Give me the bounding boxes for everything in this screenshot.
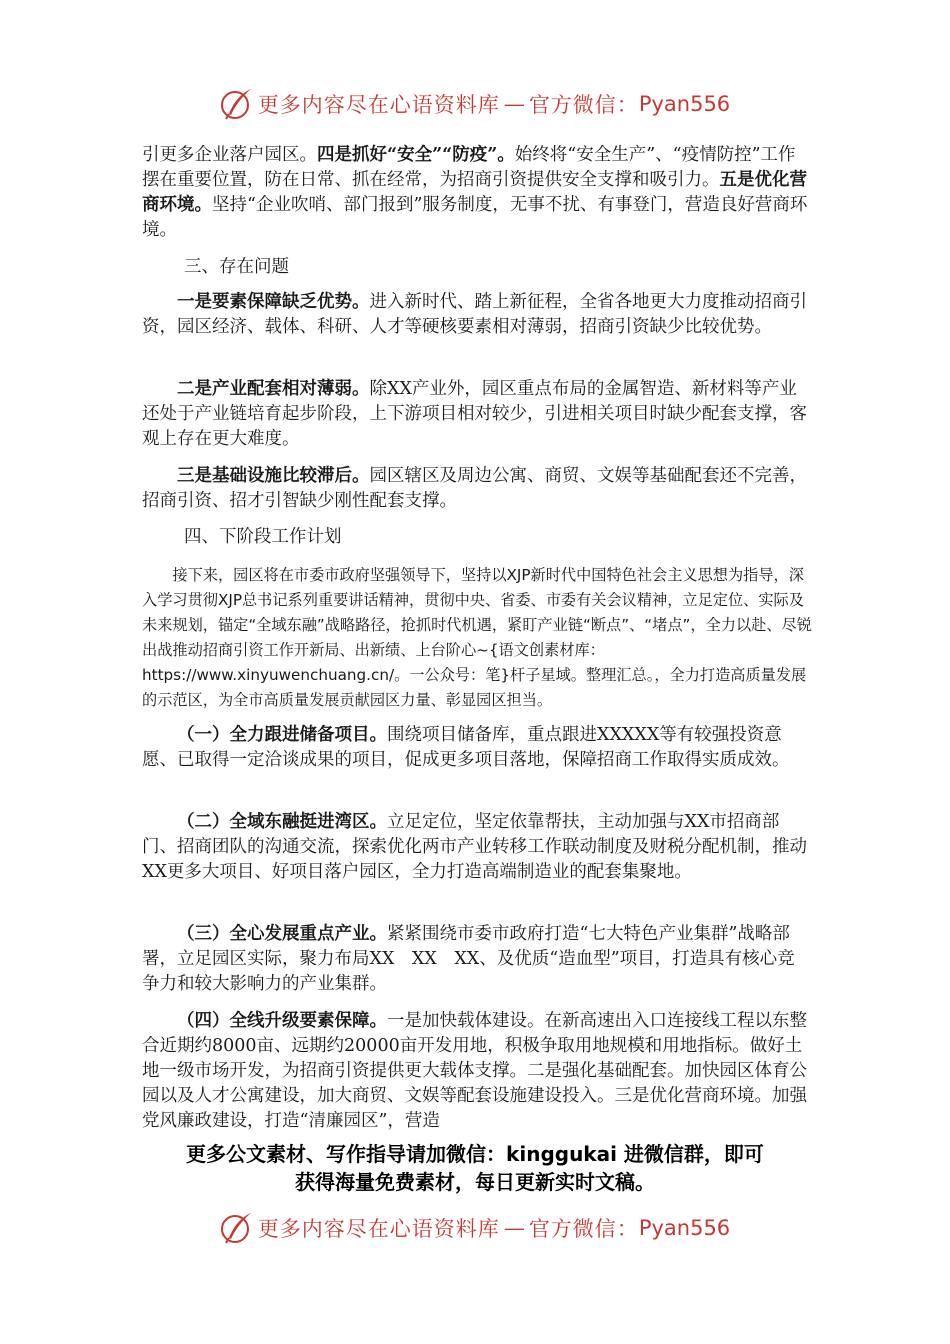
text: 坚持“企业吹哨、部门报到”服务制度，无事不扰、有事登门，营造良好营商环境。 bbox=[142, 195, 808, 240]
bold-lead: 一是要素保障缺乏优势。 bbox=[177, 292, 370, 312]
text: 始终将“安全生产”、“疫情防控”工作摆在重要位置，防在日常、抓在经常，为招商引资提供安全支撑和吸引力。 bbox=[142, 145, 796, 190]
bold-lead: 五是优化营商环境。 bbox=[142, 170, 807, 215]
text: 一是加快载体建设。在新高速出入口连接线工程以东整合近期约8000亩、远期约20000亩开发用地，积极争取用地规模和用地指标。做好土地一级市场开发，为招商引资提供更大载体支撑。二是强化基础配套。加快园区体育公园以及人才公寓建设，加大商贸、文娱等配套设施建设投入。三是优化营商环境。加强党风廉政建设，打造“清廉园区”，营造 bbox=[142, 1011, 807, 1131]
paragraph-item-4 bbox=[142, 1009, 812, 1134]
text: 进入新时代、踏上新征程，全省各地更大力度推动招商引资，园区经济、载体、科研、人才等硬核要素相对薄弱，招商引资缺少比较优势。 bbox=[142, 292, 807, 337]
paragraph-item-3 bbox=[142, 922, 812, 997]
paragraph-plan-intro: 接下来，园区将在市委市政府坚强领导下，坚持以XJP新时代中国特色社会主义思想为指导，深入学习贯彻XJP总书记系列重要讲话精神，贯彻中央、省委、市委有关会议精神，立足定位、实际及未来规划，锚定“全域东融”战略路径，抢抓时代机遇，紧盯产业链“断点”、“堵点”，全力以赴、尽锐出战推动招商引资工作开新局、出新绩、上台阶心~{语文创素材库：https://www.xinyuwenchuang.cn/。一公众号：笔}杆子星域。整理汇总。，全力打造高质量发展的示范区，为全市高质量发展贡献园区力量、彰显园区担当。 bbox=[142, 566, 812, 709]
text: 园区辖区及周边公寓、商贸、文娱等基础配套还不完善，招商引资、招才引智缺少刚性配套支撑。 bbox=[142, 466, 807, 511]
bold-lead: （四）全线升级要素保障。 bbox=[177, 1011, 387, 1031]
paragraph-problem-2 bbox=[142, 377, 812, 452]
text: 立足定位，坚定依靠帮扶，主动加强与XX市招商部门、招商团队的沟通交流，探索优化两市产业转移工作联动制度及财税分配机制，推动XX更多大项目、好项目落户园区，全力打造高端制造业的配套集聚地。 bbox=[142, 812, 807, 882]
paragraph-item-2 bbox=[142, 810, 812, 885]
bold-lead: 四是抓好“安全”“防疫”。 bbox=[317, 145, 515, 165]
text: 除XX产业外，园区重点布局的金属智造、新材料等产业还处于产业链培育起步阶段，上下游项目相对较少，引进相关项目时缺少配套支撑，客观上存在更大难度。 bbox=[142, 379, 807, 449]
bold-lead: （一）全力跟进储备项目。 bbox=[177, 725, 387, 745]
paragraph-problem-1 bbox=[142, 290, 812, 340]
paragraph-item-1 bbox=[142, 723, 812, 773]
bold-lead: 二是产业配套相对薄弱。 bbox=[177, 379, 370, 399]
footer-banner bbox=[0, 1208, 950, 1248]
banner-brand: 更多内容尽在心语资料库 bbox=[257, 1217, 500, 1241]
banner-official-label: 官方微信： bbox=[528, 93, 639, 117]
text: 紧紧围绕市委市政府打造“七大特色产业集群”战略部署，立足园区实际，聚力布局XX XX XX、及优质“造血型”项目，打造具有核心竞争力和较大影响力的产业集群。 bbox=[142, 924, 795, 994]
text: 围绕项目储备库，重点跟进XXXXX等有较强投资意愿、已取得一定洽谈成果的项目，促成更多项目落地，保障招商工作取得实质成效。 bbox=[142, 725, 790, 770]
pen-feather-logo-icon bbox=[220, 87, 254, 121]
bold-lead: （二）全域东融挺进湾区。 bbox=[177, 812, 387, 832]
promo-line-1: 更多公文素材、写作指导请加微信：kinggukai 进微信群，即可 bbox=[186, 1142, 764, 1166]
paragraph-problem-3 bbox=[142, 464, 812, 514]
pen-feather-logo-icon bbox=[220, 1211, 254, 1245]
banner-wechat-handle: Pyan556 bbox=[638, 92, 731, 116]
section-heading-plan: 四、下阶段工作计划 bbox=[184, 527, 342, 547]
promo-notice bbox=[130, 1140, 820, 1196]
text: 引更多企业落户园区。 bbox=[142, 145, 317, 165]
paragraph-intro bbox=[142, 143, 812, 243]
bold-lead: （三）全心发展重点产业。 bbox=[177, 924, 387, 944]
banner-separator: — bbox=[503, 92, 525, 116]
bold-lead: 三是基础设施比较滞后。 bbox=[177, 466, 370, 486]
header-banner bbox=[0, 84, 950, 124]
section-heading-problems: 三、存在问题 bbox=[184, 257, 289, 277]
banner-brand: 更多内容尽在心语资料库 bbox=[257, 93, 500, 117]
banner-official-label: 官方微信： bbox=[528, 1217, 639, 1241]
banner-wechat-handle: Pyan556 bbox=[638, 1216, 731, 1240]
banner-separator: — bbox=[503, 1216, 525, 1240]
promo-line-2: 获得海量免费素材，每日更新实时文稿。 bbox=[295, 1170, 655, 1194]
